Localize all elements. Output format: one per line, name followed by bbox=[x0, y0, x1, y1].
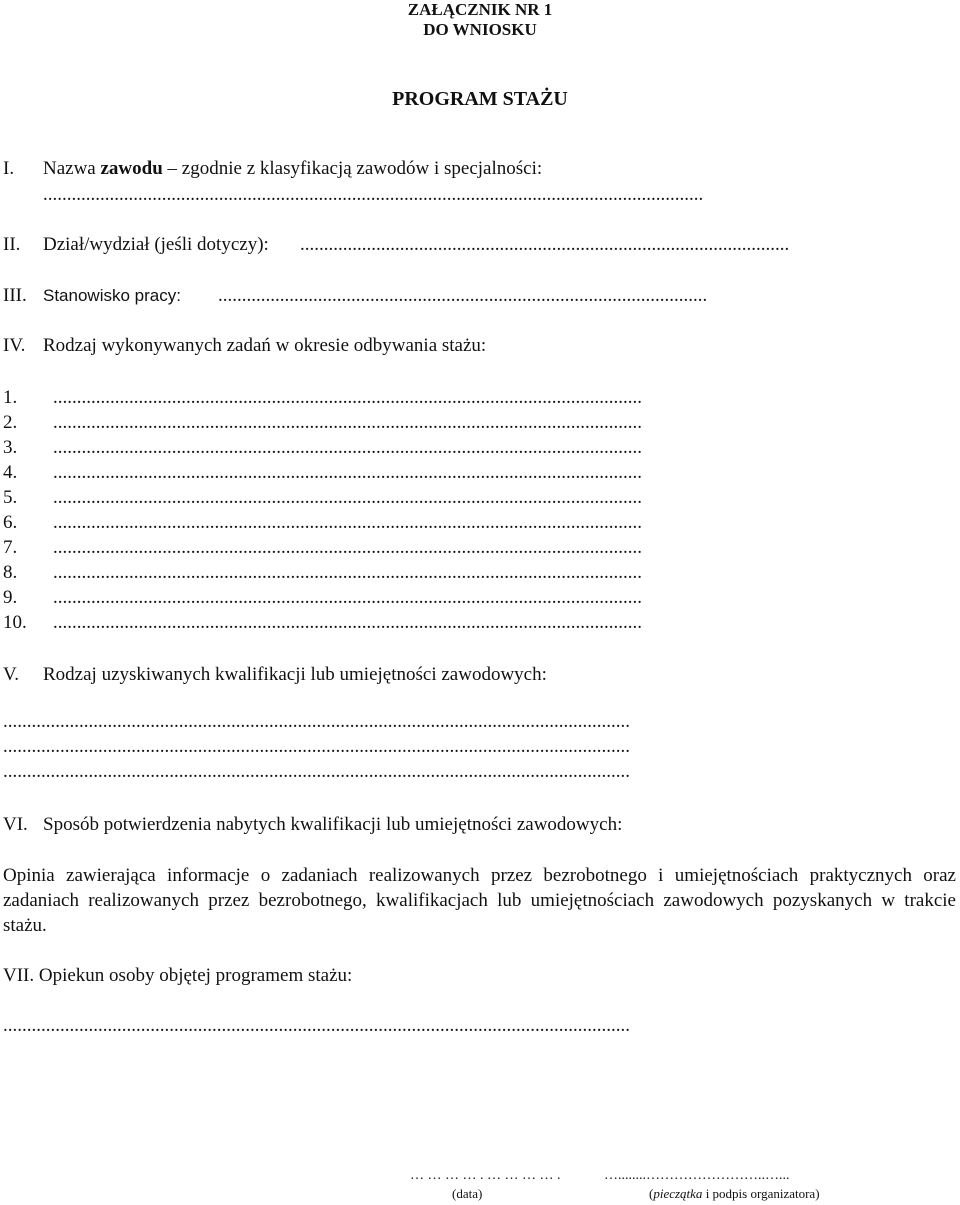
section-5-fill-line[interactable]: .................................................................................................................................... bbox=[3, 761, 630, 782]
section-5-fill-line[interactable]: .................................................................................................................................... bbox=[3, 711, 630, 732]
task-item-fill-line[interactable]: ............................................................................................................................ bbox=[53, 487, 642, 508]
section-2-label: Dział/wydział (jeśli dotyczy): bbox=[43, 234, 269, 255]
section-3-label-bold: Stanowisko bbox=[43, 286, 130, 305]
task-item bbox=[3, 412, 948, 434]
section-4-number: IV. bbox=[3, 335, 26, 356]
section-6-paragraph: Opinia zawierająca informacje o zadaniach realizowanych przez bezrobotnego i umiejętnościach praktycznych oraz zadaniach realizowanych przez bezrobotnego, kwalifikacjach lub umiejętnościach zawodowych pozyskanych w trakcie stażu. bbox=[3, 865, 956, 936]
signature-fill-line[interactable]: …........……………………..…... bbox=[604, 1168, 790, 1183]
section-7-heading: VII. Opiekun osoby objętej programem stażu: bbox=[3, 965, 353, 986]
task-item bbox=[3, 387, 948, 409]
date-label: (data) bbox=[452, 1186, 483, 1201]
section-2-heading bbox=[3, 234, 269, 256]
task-item-number: 7. bbox=[3, 537, 18, 558]
attachment-subtitle: DO WNIOSKU bbox=[423, 20, 537, 39]
section-5-fill-line[interactable]: .................................................................................................................................... bbox=[3, 736, 630, 757]
section-5-heading bbox=[3, 664, 547, 686]
section-3-number: III. bbox=[3, 285, 27, 306]
section-4-heading bbox=[3, 335, 486, 357]
section-1-label-pre: Nazwa bbox=[43, 158, 101, 179]
task-item-fill-line[interactable]: ............................................................................................................................ bbox=[53, 437, 642, 458]
section-1-heading bbox=[3, 158, 542, 180]
signature-label-stamp: pieczątka bbox=[653, 1186, 703, 1201]
section-6-heading bbox=[3, 814, 622, 836]
section-5-label: Rodzaj uzyskiwanych kwalifikacji lub umiejętności zawodowych: bbox=[43, 664, 547, 685]
section-3-heading bbox=[3, 285, 181, 307]
task-item-number: 6. bbox=[3, 512, 18, 533]
page-title: PROGRAM STAŻU bbox=[392, 88, 568, 110]
section-3-fill-line[interactable]: ....................................................................................................... bbox=[218, 285, 708, 306]
task-item bbox=[3, 487, 948, 509]
task-item-fill-line[interactable]: ............................................................................................................................ bbox=[53, 537, 642, 558]
task-item-number: 3. bbox=[3, 437, 18, 458]
date-fill-line[interactable]: … … … … . … … … … . bbox=[410, 1168, 561, 1183]
section-6-label: Sposób potwierdzenia nabytych kwalifikacji lub umiejętności zawodowych: bbox=[43, 814, 623, 835]
section-1-label-bold: zawodu bbox=[100, 158, 163, 179]
section-7-fill-line[interactable]: .................................................................................................................................... bbox=[3, 1015, 630, 1036]
task-item bbox=[3, 437, 948, 459]
task-item bbox=[3, 587, 948, 609]
task-item-number: 9. bbox=[3, 587, 18, 608]
section-2-fill-line[interactable]: ....................................................................................................... bbox=[300, 234, 790, 255]
task-item-number: 10. bbox=[3, 612, 27, 633]
task-item-fill-line[interactable]: ............................................................................................................................ bbox=[53, 387, 642, 408]
task-item-number: 1. bbox=[3, 387, 18, 408]
task-item bbox=[3, 462, 948, 484]
task-item-number: 2. bbox=[3, 412, 18, 433]
task-item bbox=[3, 562, 948, 584]
task-item-fill-line[interactable]: ............................................................................................................................ bbox=[53, 587, 642, 608]
signature-label-open: ( bbox=[649, 1186, 654, 1201]
task-item bbox=[3, 537, 948, 559]
section-4-label: Rodzaj wykonywanych zadań w okresie odbywania stażu: bbox=[43, 335, 487, 356]
section-6-number: VI. bbox=[3, 814, 28, 835]
task-item-fill-line[interactable]: ............................................................................................................................ bbox=[53, 562, 642, 583]
task-item-fill-line[interactable]: ............................................................................................................................ bbox=[53, 512, 642, 533]
section-5-number: V. bbox=[3, 664, 20, 685]
attachment-number: ZAŁĄCZNIK NR 1 bbox=[407, 0, 553, 19]
section-3-label: pracy: bbox=[129, 286, 181, 305]
task-item-number: 8. bbox=[3, 562, 18, 583]
section-2-number: II. bbox=[3, 234, 21, 255]
task-item bbox=[3, 512, 948, 534]
signature-label-rest: i podpis organizatora) bbox=[702, 1186, 820, 1201]
task-item-fill-line[interactable]: ............................................................................................................................ bbox=[53, 462, 642, 483]
signature-label bbox=[649, 1186, 820, 1202]
task-item bbox=[3, 612, 948, 634]
section-1-number: I. bbox=[3, 158, 15, 179]
section-1-label-post: – zgodnie z klasyfikacją zawodów i specjalności: bbox=[162, 158, 543, 179]
task-item-number: 4. bbox=[3, 462, 18, 483]
task-item-fill-line[interactable]: ............................................................................................................................ bbox=[53, 412, 642, 433]
task-item-fill-line[interactable]: ............................................................................................................................ bbox=[53, 612, 642, 633]
section-1-fill-line[interactable]: ........................................................................................................................................... bbox=[43, 184, 704, 205]
task-item-number: 5. bbox=[3, 487, 18, 508]
